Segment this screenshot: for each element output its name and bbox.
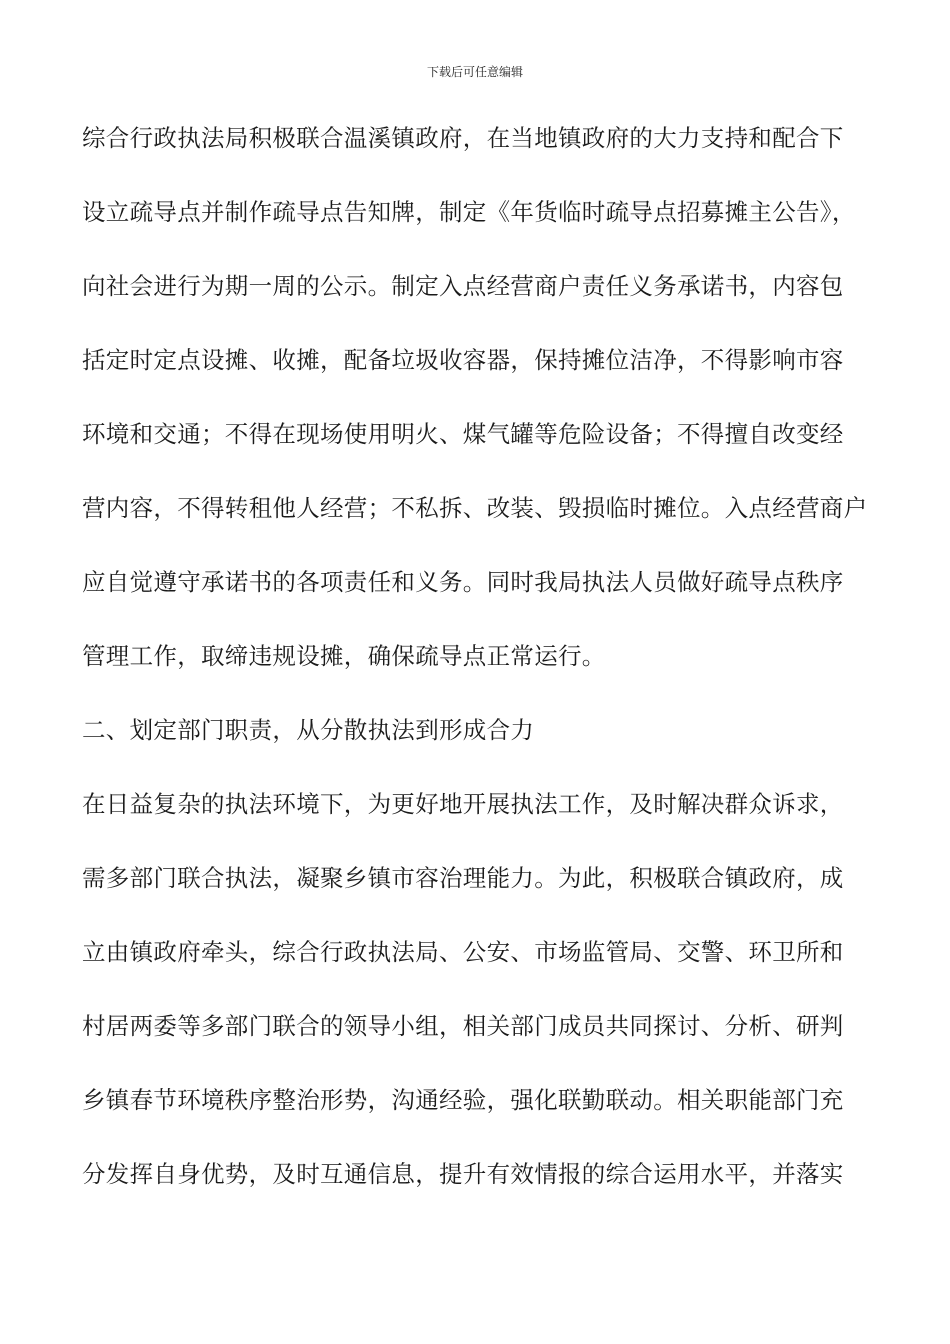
paragraph-line: 立由镇政府牵头，综合行政执法局、公安、市场监管局、交警、环卫所和 [82,938,844,966]
paragraph-line: 乡镇春节环境秩序整治形势，沟通经验，强化联勤联动。相关职能部门充 [82,1086,844,1114]
paragraph-line: 应自觉遵守承诺书的各项责任和义务。同时我局执法人员做好疏导点秩序 [82,568,844,596]
paragraph-line: 营内容，不得转租他人经营；不私拆、改装、毁损临时摊位。入点经营商户 [82,494,868,522]
page-header: 下载后可任意编辑 [426,65,523,79]
paragraph-line: 环境和交通；不得在现场使用明火、煤气罐等危险设备；不得擅自改变经 [82,420,844,448]
document-body [82,118,882,1228]
paragraph-line: 需多部门联合执法，凝聚乡镇市容治理能力。为此，积极联合镇政府，成 [82,864,844,892]
paragraph-line: 括定时定点设摊、收摊，配备垃圾收容器，保持摊位洁净，不得影响市容 [82,346,844,374]
section-heading: 二、划定部门职责，从分散执法到形成合力 [82,716,535,744]
paragraph-line: 分发挥自身优势，及时互通信息，提升有效情报的综合运用水平，并落实 [82,1160,844,1188]
paragraph-line: 管理工作，取缔违规设摊，确保疏导点正常运行。 [82,642,606,670]
paragraph-line: 设立疏导点并制作疏导点告知牌，制定《年货临时疏导点招募摊主公告》， [82,198,856,226]
paragraph-line: 综合行政执法局积极联合温溪镇政府，在当地镇政府的大力支持和配合下 [82,124,844,152]
paragraph-line: 向社会进行为期一周的公示。制定入点经营商户责任义务承诺书，内容包 [82,272,844,300]
paragraph-line: 村居两委等多部门联合的领导小组，相关部门成员共同探讨、分析、研判 [82,1012,844,1040]
paragraph-line: 在日益复杂的执法环境下，为更好地开展执法工作，及时解决群众诉求， [82,790,844,818]
